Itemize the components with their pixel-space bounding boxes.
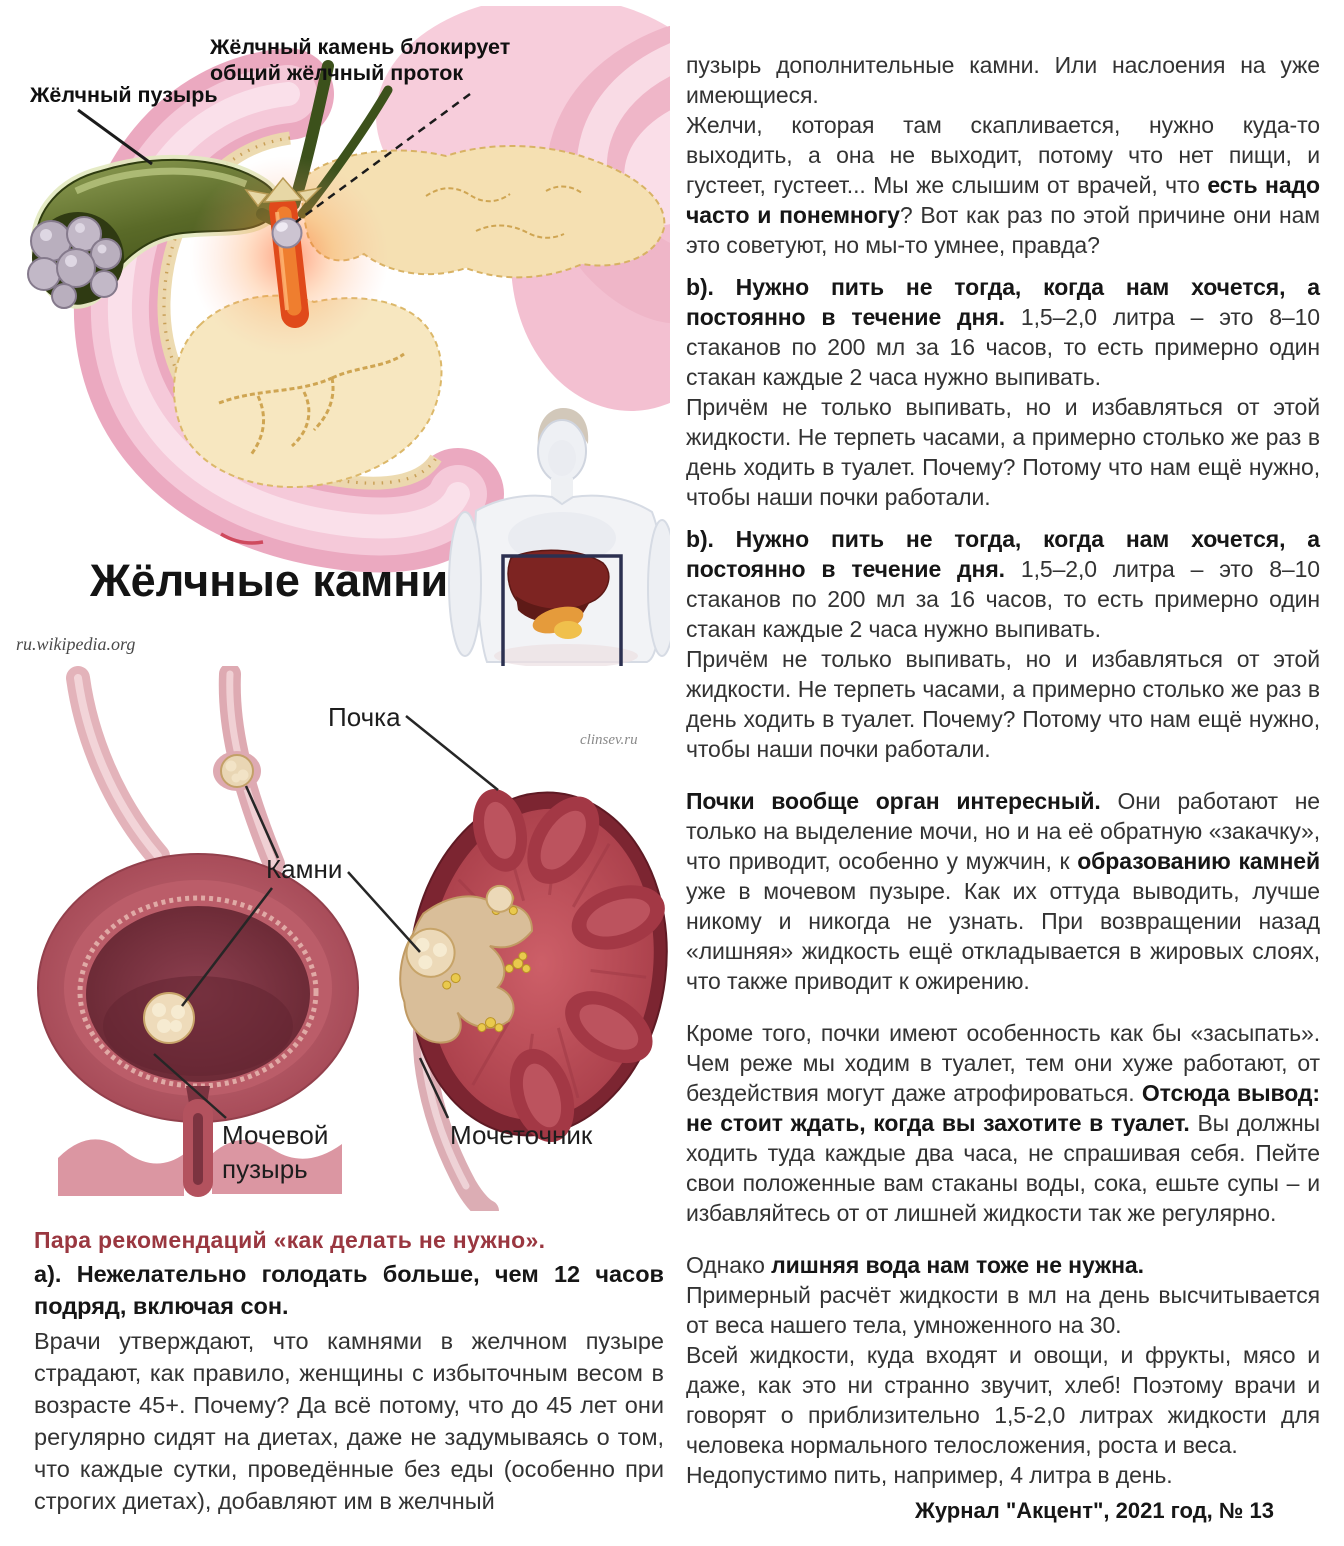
right-column	[686, 50, 1320, 1524]
paragraph: b). Нужно пить не тогда, когда нам хочется, а постоянно в течение дня. 1,5–2,0 литра – это 8–10 стаканов по 200 мл за 16 часов, то есть примерно один стакан каждые 2 часа нужно выпивать.	[686, 526, 1320, 642]
paragraph: Желчи, которая там скапливается, нужно куда-то выходить, а она не выходит, потому что нет пищи, и густеет, густеет... Мы же слышим от врачей, что есть надо часто и понемногу? Вот как раз по этой причине они нам это советуют, но мы-то умнее, правда?	[686, 112, 1320, 258]
recommendation-a-heading: а). Нежелательно голодать больше, чем 12 часов подряд, включая сон.	[34, 1261, 664, 1319]
kidney-label: Почка	[328, 702, 401, 732]
paragraph: Причём не только выпивать, но и избавляться от этой жидкости. Не терпеть часами, а примерно столько же раз в день ходить в туалет. Почему? Потому что нам ещё нужно, чтобы наши почки работали.	[686, 646, 1320, 762]
gallbladder-label: Жёлчный пузырь	[30, 83, 218, 107]
kidney-bladder-illustration	[6, 666, 670, 1211]
bladder-ureters	[78, 674, 274, 864]
recommendations-section	[6, 1225, 670, 1517]
figure-title: Жёлчные камни	[90, 555, 449, 606]
paragraph: Недопустимо пить, например, 4 литра в день.	[686, 1462, 1173, 1488]
paragraph: Причём не только выпивать, но и избавляться от этой жидкости. Не терпеть часами, а примерно столько же раз в день ходить в туалет. Почему? Потому что нам ещё нужно, чтобы наши почки работали.	[686, 394, 1320, 510]
paragraph: Примерный расчёт жидкости в мл на день высчитывается от веса нашего тела, умноженного на 30.	[686, 1282, 1320, 1338]
stones-label: Камни	[266, 854, 343, 884]
left-column	[6, 6, 670, 1517]
paragraph: b). Нужно пить не тогда, когда нам хочется, а постоянно в течение дня. 1,5–2,0 литра – это 8–10 стаканов по 200 мл за 16 часов, то есть примерно один стакан каждые 2 часа нужно выпивать.	[686, 274, 1320, 390]
clinsev-credit: clinsev.ru	[580, 732, 638, 748]
gallstones-illustration	[6, 6, 670, 666]
ureter-label: Мочеточник	[450, 1120, 593, 1150]
bladder-label-line1: Мочевой	[222, 1120, 329, 1150]
paragraph: Кроме того, почки имеют особенность как бы «засыпать». Чем реже мы ходим в туалет, тем они хуже работают, от бездействия могут даже атрофироваться. Отсюда вывод: не стоит ждать, когда вы захотите в туалет. Вы должны ходить туда каждые два часа, не спрашивая себя. Пейте свои положенные вам стаканы воды, сока, ешьте супы – и избавляйтесь от от лишней жидкости так же регулярно.	[686, 1020, 1320, 1226]
paragraph: Всей жидкости, куда входят и овощи, и фрукты, мясо и даже, как это ни странно звучит, хлеб! Поэтому врачи и говорят о приблизительно 1,5-2,0 литрах жидкости для человека нормального телосложения, роста и веса.	[686, 1342, 1320, 1458]
pelvic-tissue-left	[58, 1139, 184, 1196]
recommendations-heading: Пара рекомендаций «как делать не нужно».	[34, 1227, 546, 1253]
bladder-label-line2: пузырь	[222, 1154, 308, 1184]
blocked-duct	[189, 156, 389, 356]
paragraph: Почки вообще орган интересный. Они работают не только на выделение мочи, но и на её обратную «закачку», что приводит, особенно у мужчин, к образованию камней уже в мочевом пузыре. Как их оттуда выводить, лучше никому и никогда не узнать. При возвращении назад «лишняя» жидкость ещё откладывается в жировых слоях, что также приводит к ожирению.	[686, 788, 1320, 994]
article-text	[686, 50, 1320, 1490]
blocking-stone	[273, 219, 302, 248]
duct-label-line2: общий жёлчный проток	[210, 61, 464, 85]
duct-label-line1: Жёлчный камень блокирует	[210, 35, 511, 59]
torso-figure	[449, 408, 670, 666]
wikipedia-credit: ru.wikipedia.org	[16, 634, 136, 654]
paragraph: пузырь дополнительные камни. Или наслоения на уже имеющиеся.	[686, 52, 1320, 108]
journal-footer: Журнал "Акцент", 2021 год, № 13	[914, 1498, 1274, 1523]
recommendation-a-body: Врачи утверждают, что камнями в желчном пузыре страдают, как правило, женщины с избыточным весом в возрасте 45+. Почему? Да всё потому, что до 45 лет они регулярно сидят на диетах, даже не задумываясь о том, что каждые сутки, проведённые без еды (особенно при строгих диетах), добавляют им в желчный	[34, 1328, 664, 1514]
paragraph: Однако лишняя вода нам тоже не нужна.	[686, 1252, 1144, 1278]
